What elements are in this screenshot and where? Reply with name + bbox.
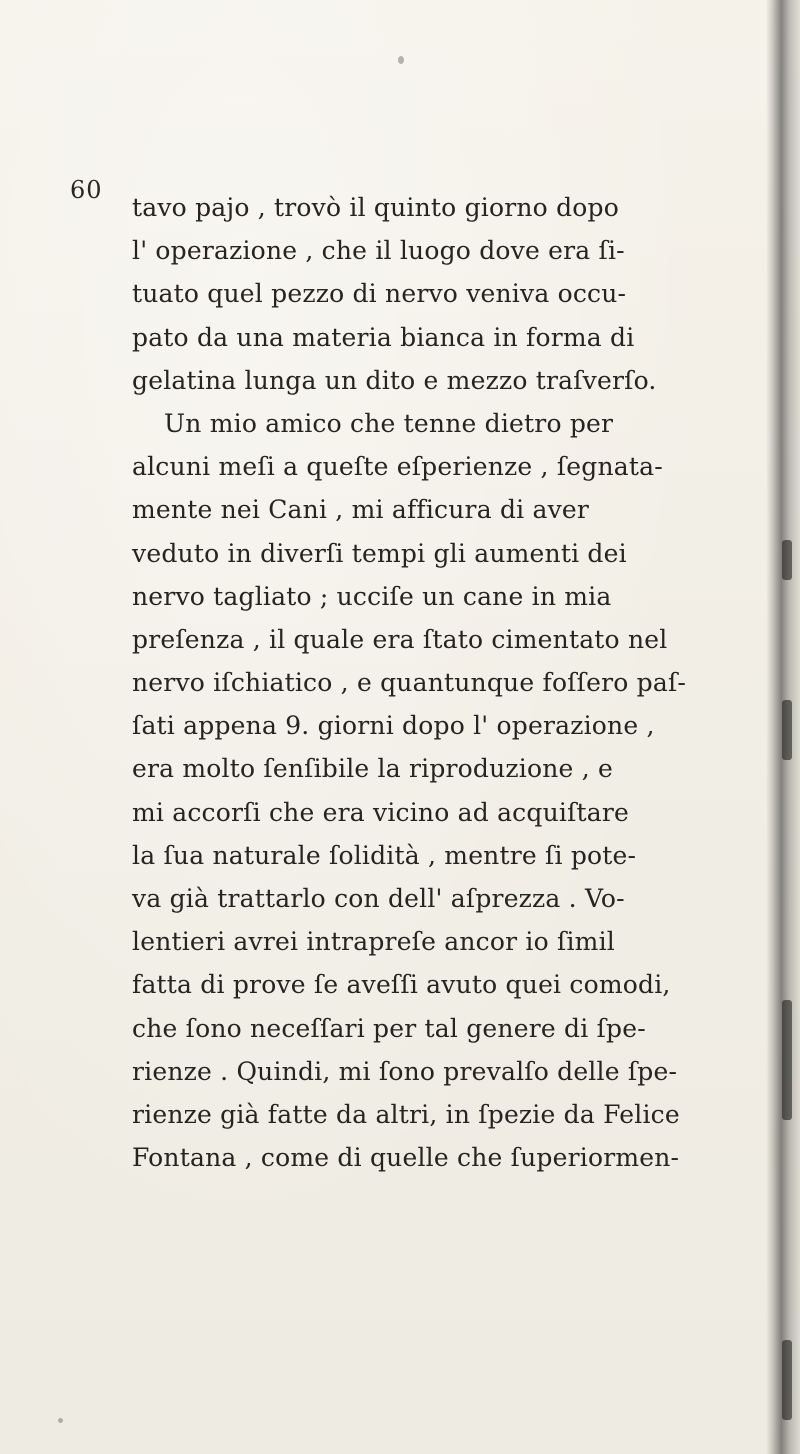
ink-speck <box>398 56 404 64</box>
text-line: fatta di prove ſe aveſſi avuto quei comodi, <box>132 970 671 1000</box>
text-line: va già trattarlo con dell' aſprezza . Vo- <box>132 884 625 913</box>
text-line: pato da una materia bianca in forma di <box>132 322 635 352</box>
text-line: preſenza , il quale era ſtato cimentato nel <box>132 624 668 654</box>
text-line: mente nei Cani , mi afficura di aver <box>132 495 590 525</box>
text-line: nervo tagliato ; ucciſe un cane in mia <box>132 581 612 611</box>
text-line: tavo pajo , trovò il quinto giorno dopo <box>132 193 619 222</box>
text-line: nervo iſchiatico , e quantunque foſſero paſ- <box>132 668 687 698</box>
text-line: la ſua naturale ſolidità , mentre ſi pote- <box>132 840 637 870</box>
binding-shadow <box>782 700 792 760</box>
binding-shadow <box>782 1000 792 1120</box>
text-line: veduto in diverſi tempi gli aumenti dei <box>132 538 627 568</box>
text-line: tuato quel pezzo di nervo veniva occu- <box>132 279 627 309</box>
binding-shadow <box>782 540 792 580</box>
text-line: Un mio amico che tenne dietro per <box>164 408 614 438</box>
text-line: gelatina lunga un dito e mezzo traſverſo. <box>132 365 657 395</box>
text-line: ſati appena 9. giorni dopo l' operazione , <box>132 711 655 741</box>
text-line: rienze . Quindi, mi ſono prevalſo delle ſpe- <box>132 1056 678 1086</box>
text-line: lentieri avrei intrapreſe ancor io ſimil <box>132 927 615 957</box>
text-line: l' operazione , che il luogo dove era ſi- <box>132 236 625 266</box>
page-number: 60 <box>70 176 103 204</box>
text-line: rienze già fatte da altri, in ſpezie da Felice <box>132 1099 680 1129</box>
binding-shadow <box>782 1340 792 1420</box>
text-line: che ſono neceſſari per tal genere di ſpe- <box>132 1013 646 1043</box>
text-line: alcuni meſi a queſte eſperienze , ſegnata- <box>132 452 663 482</box>
ink-speck <box>58 1418 63 1423</box>
text-line: mi accorſi che era vicino ad acquiſtare <box>132 797 630 827</box>
body-text <box>132 186 772 1179</box>
text-line: Fontana , come di quelle che ſuperiormen- <box>132 1143 680 1173</box>
text-line: era molto ſenſibile la riproduzione , e <box>132 754 613 784</box>
